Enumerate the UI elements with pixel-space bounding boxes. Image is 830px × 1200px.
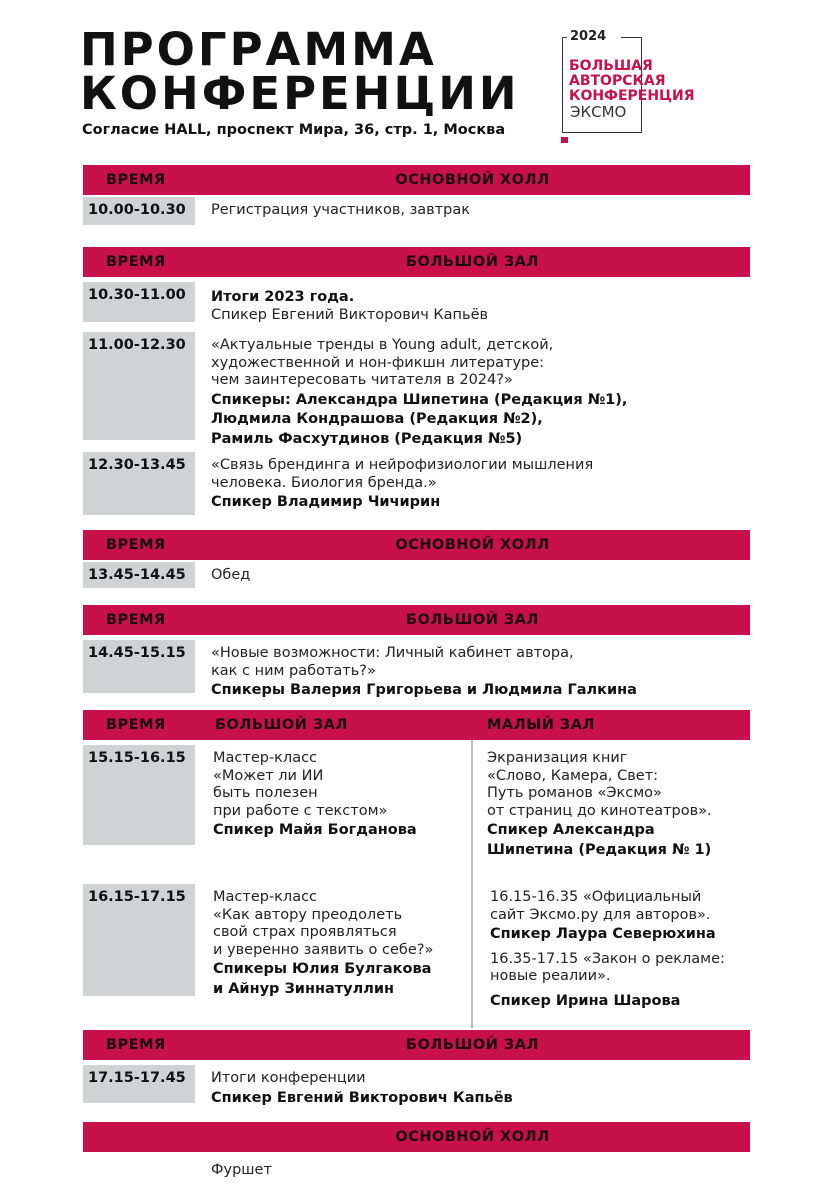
session-description — [211, 645, 637, 700]
section-header — [83, 1122, 750, 1152]
session-text-line: «Новые возможности: Личный кабинет автора, — [211, 645, 574, 661]
session-time: 12.30-13.45 — [83, 452, 195, 515]
time-column-label: ВРЕМЯ — [106, 537, 166, 553]
speaker-line: Спикер Евгений Викторович Капьёв — [211, 1089, 513, 1106]
venue-address: Согласие HALL, проспект Мира, 36, стр. 1, Москва — [82, 122, 506, 138]
session-description-small-hall — [487, 750, 712, 859]
column-divider — [471, 740, 473, 1028]
session-text-line: свой страх проявляться — [213, 924, 397, 940]
session-text-line: от страниц до кинотеатров». — [487, 802, 712, 819]
session-text-line: 16.15-16.35 «Официальный — [490, 889, 702, 905]
session-text-line: быть полезен — [213, 785, 318, 801]
time-column-label: ВРЕМЯ — [106, 717, 166, 733]
session-time: 16.15-17.15 — [83, 884, 195, 996]
session-text-line: «Может ли ИИ — [213, 767, 324, 784]
hall-label: БОЛЬШОЙ ЗАЛ — [406, 254, 539, 270]
hall-label: БОЛЬШОЙ ЗАЛ — [406, 1037, 539, 1053]
section-header — [83, 710, 750, 740]
hall-label-2: МАЛЫЙ ЗАЛ — [487, 717, 595, 733]
session-text-line: Спикер Евгений Викторович Капьёв — [211, 306, 489, 323]
session-text-line: Обед — [211, 567, 251, 583]
session-text-line: «Актуальные тренды в Young adult, детской, — [211, 337, 554, 353]
session-time: 14.45-15.15 — [83, 640, 195, 693]
session-text-line: сайт Эксмо.ру для авторов». — [490, 906, 711, 923]
session-text-line: чем заинтересовать читателя в 2024?» — [211, 372, 513, 388]
session-text-line: Путь романов «Эксмо» — [487, 785, 662, 801]
session-description — [211, 202, 470, 220]
session-text-line: Фуршет — [211, 1162, 272, 1178]
hall-label: ОСНОВНОЙ ХОЛЛ — [395, 537, 550, 553]
speaker-line: Спикеры Валерия Григорьева и Людмила Галкина — [211, 682, 637, 698]
hall-label: БОЛЬШОЙ ЗАЛ — [406, 612, 539, 628]
session-description — [211, 1162, 272, 1180]
session-text-line: «Как автору преодолеть — [213, 906, 403, 923]
logo-line-3: КОНФЕРЕНЦИЯ — [569, 88, 695, 104]
session-description — [213, 750, 417, 840]
session-description — [211, 287, 488, 324]
session-text-line: 16.35-17.15 «Закон о рекламе: — [490, 950, 725, 967]
logo-line-2: АВТОРСКАЯ — [569, 73, 666, 89]
session-description — [211, 457, 593, 512]
title-line-2: КОНФЕРЕНЦИИ — [80, 67, 520, 120]
conference-logo — [562, 25, 695, 140]
speaker-line: Рамиль Фасхутдинов (Редакция №5) — [211, 430, 523, 447]
session-description-small-hall — [490, 889, 725, 1010]
session-text-line: Мастер-класс — [213, 750, 318, 766]
section-header — [83, 1030, 750, 1060]
session-time: 10.30-11.00 — [83, 282, 195, 322]
logo-bookmark-icon — [561, 137, 568, 143]
hall-label: ОСНОВНОЙ ХОЛЛ — [395, 1129, 550, 1145]
session-time: 11.00-12.30 — [83, 332, 195, 440]
speaker-line: Спикер Александра — [487, 822, 655, 838]
time-column-label: ВРЕМЯ — [106, 254, 166, 270]
session-time: 15.15-16.15 — [83, 745, 195, 845]
speaker-line: Шипетина (Редакция № 1) — [487, 841, 712, 858]
speaker-line: и Айнур Зиннатуллин — [213, 980, 395, 997]
speaker-line: Итоги 2023 года. — [211, 289, 355, 305]
session-time: 13.45-14.45 — [83, 562, 195, 588]
session-text-line: Регистрация участников, завтрак — [211, 202, 471, 218]
section-header — [83, 530, 750, 560]
hall-label: ОСНОВНОЙ ХОЛЛ — [395, 172, 550, 188]
logo-brand: ЭКСМО — [570, 103, 627, 121]
title-line-1: ПРОГРАММА — [80, 23, 437, 76]
speaker-line: Спикеры: Александра Шипетина (Редакция №1), — [211, 391, 628, 408]
session-text-line: художественной и нон-фикшн литературе: — [211, 354, 545, 371]
session-text-line: человека. Биология бренда.» — [211, 474, 437, 491]
hall-label: БОЛЬШОЙ ЗАЛ — [215, 717, 348, 733]
speaker-line: Спикер Лаура Северюхина — [490, 926, 716, 942]
time-column-label: ВРЕМЯ — [106, 1037, 166, 1053]
section-header — [83, 247, 750, 277]
session-text-line: новые реалии». — [490, 968, 611, 984]
session-time: 17.15-17.45 — [83, 1065, 195, 1103]
section-header — [83, 165, 750, 195]
logo-year: 2024 — [570, 29, 607, 44]
logo-line-1: БОЛЬШАЯ — [569, 58, 653, 74]
section-header — [83, 605, 750, 635]
session-text-line: Мастер-класс — [213, 889, 318, 905]
session-description — [211, 1070, 513, 1107]
session-text-line: Экранизация книг — [487, 750, 628, 766]
session-text-line: «Связь брендинга и нейрофизиологии мышления — [211, 457, 594, 473]
session-time: 10.00-10.30 — [83, 197, 195, 225]
session-text-line: «Слово, Камера, Свет: — [487, 767, 659, 784]
session-description — [211, 337, 627, 448]
session-text-line: как с ним работать?» — [211, 662, 376, 679]
time-column-label: ВРЕМЯ — [106, 172, 166, 188]
session-text-line: Итоги конференции — [211, 1070, 366, 1086]
speaker-line: Спикер Майя Богданова — [213, 822, 417, 838]
time-column-label: ВРЕМЯ — [106, 612, 166, 628]
speaker-line: Спикер Ирина Шарова — [490, 992, 681, 1009]
speaker-line: Спикер Владимир Чичирин — [211, 494, 441, 510]
session-description — [213, 889, 433, 998]
speaker-line: Спикеры Юлия Булгакова — [213, 961, 432, 977]
session-text-line: при работе с текстом» — [213, 802, 388, 819]
session-text-line: и уверенно заявить о себе?» — [213, 941, 434, 958]
speaker-line: Людмила Кондрашова (Редакция №2), — [211, 411, 543, 427]
session-description — [211, 567, 250, 585]
